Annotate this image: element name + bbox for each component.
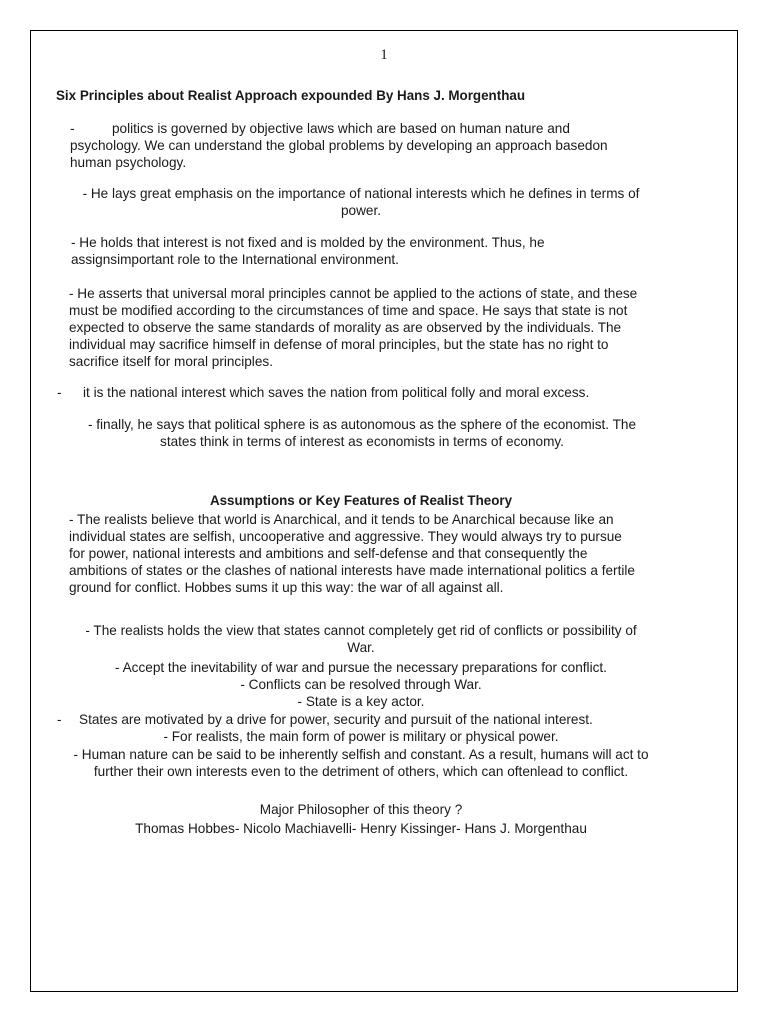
principle-2: - He lays great emphasis on the importance of national interests which he defines in terms of power. (82, 186, 640, 218)
philosopher-question: Major Philosopher of this theory ? (259, 802, 463, 817)
feature-conflict: - The realists holds the view that states cannot completely get rid of conflicts or possibility of War. (85, 623, 637, 655)
principle-5-marker: - (57, 385, 62, 400)
principles-heading: Six Principles about Realist Approach expounded By Hans J. Morgenthau (56, 88, 526, 103)
principle-3: - He holds that interest is not fixed and is molded by the environment. Thus, he assignsimportant role to the International environment. (71, 235, 545, 267)
principle-6: - finally, he says that political sphere is as autonomous as the sphere of the economist. The states think in terms of interest as economists in terms of economy. (87, 417, 637, 449)
feature-motivated: States are motivated by a drive for power, security and pursuit of the national interest. (79, 712, 593, 727)
feature-actor: - State is a key actor. (297, 694, 425, 709)
page-number: 1 (380, 47, 388, 63)
document-page (30, 30, 738, 992)
feature-power: - For realists, the main form of power is military or physical power. (163, 729, 559, 744)
philosophers-list: Thomas Hobbes- Nicolo Machiavelli- Henry Kissinger- Hans J. Morgenthau (135, 821, 587, 836)
principle-5: it is the national interest which saves the nation from political folly and moral excess. (83, 385, 590, 400)
assumptions-heading: Assumptions or Key Features of Realist Theory (209, 493, 513, 508)
feature-human-nature: - Human nature can be said to be inherently selfish and constant. As a result, humans will act to further their own interests even to the detriment of others, which can oftenlead to conflict. (73, 747, 649, 779)
principle-1-marker: - (70, 121, 75, 136)
principle-1: politics is governed by objective laws which are based on human nature and psychology. We can understand the global problems by developing an approach basedon human psychology. (70, 121, 608, 170)
feature-war: - Accept the inevitability of war and pursue the necessary preparations for conflict. (115, 660, 607, 675)
principle-4: - He asserts that universal moral principles cannot be applied to the actions of state, and these must be modified according to the circumstances of time and space. He says that state is not expected to observe the same standards of morality as are observed by the individuals. The individual may sacrifice himself in defense of moral principles, but the state has no right to sacrifice itself for moral principles. (69, 286, 638, 369)
feature-anarchy: - The realists believe that world is Anarchical, and it tends to be Anarchical because like an individual states are selfish, uncooperative and aggressive. They would always try to pursue for power, national interests and ambitions and self-defense and that consequently the ambitions of states or the clashes of national interests have made international politics a fertile ground for conflict. Hobbes sums it up this way: the war of all against all. (69, 512, 635, 595)
feature-motivated-marker: - (57, 712, 62, 727)
feature-resolve: - Conflicts can be resolved through War. (240, 677, 482, 692)
